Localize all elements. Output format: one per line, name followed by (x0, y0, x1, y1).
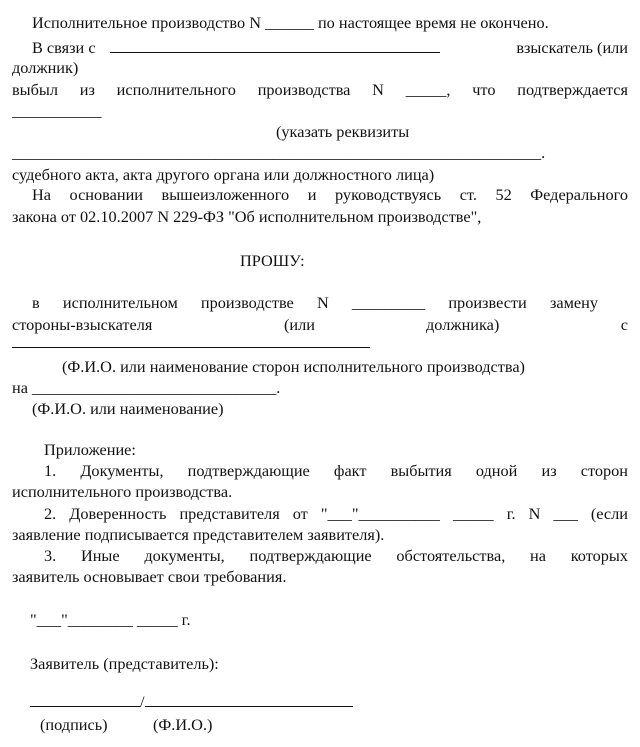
party-blank-line (12, 333, 370, 348)
attachment-2-cont: заявление подписывается представителем заявителя). (12, 525, 385, 544)
attachments-heading: Приложение: (44, 440, 136, 459)
law-reference-line: закона от 02.10.2007 N 229-ФЗ "Об исполнительном производстве", (12, 207, 482, 226)
parties-caption: (Ф.И.О. или наименование сторон исполнительного производства) (62, 357, 525, 376)
name-blank (145, 692, 353, 707)
signature-slash: / (140, 692, 145, 711)
attachment-3-cont: заявитель основывает свои требования. (12, 567, 287, 586)
attachment-1: 1. Документы, подтверждающие факт выбытия одной из сторон (44, 461, 628, 480)
signature-blank (30, 692, 140, 707)
reason-line (32, 38, 628, 58)
basis-line: На основании вышеизложенного и руководствуясь ст. 52 Федерального (32, 185, 628, 204)
date-line: "___"________ _____ г. (30, 610, 191, 629)
reason-prefix: В связи с (32, 38, 96, 57)
attachment-1-cont: исполнительного производства. (12, 482, 233, 501)
party-line (12, 315, 628, 335)
request-line: в исполнительном производстве N _________ произвести замену (32, 293, 598, 312)
details-blank: _________________________________________________________________. (12, 143, 546, 162)
replacement-line: на ______________________________. (12, 378, 281, 397)
party-with: с (620, 315, 628, 334)
applicant-label: Заявитель (представитель): (30, 654, 219, 673)
signature-line (30, 692, 370, 712)
signature-caption: (подпись) (40, 715, 108, 734)
details-hint: (указать реквизиты (276, 122, 410, 141)
name-caption: (Ф.И.О.) (153, 715, 213, 734)
party-or: (или (284, 315, 315, 334)
attachment-2: 2. Доверенность представителя от "___"__________ _____ г. N ___ (если (44, 504, 628, 523)
replacement-caption: (Ф.И.О. или наименование) (32, 399, 224, 418)
case-status-line: Исполнительное производство N ______ по настоящее время не окончено. (32, 13, 549, 32)
reason-suffix: взыскатель (или (516, 38, 628, 57)
party-claimant: стороны-взыскателя (12, 315, 153, 334)
attachment-3: 3. Иные документы, подтверждающие обстоятельства, на которых (44, 546, 628, 565)
reason-blank (110, 38, 440, 53)
withdrawal-line: выбыл из исполнительного производства N _____, что подтверждается (12, 80, 628, 99)
party-debtor: должника) (426, 315, 500, 334)
party-blank (12, 333, 372, 353)
debtor-label: должник) (12, 58, 79, 77)
confirmation-blank: ___________ (12, 101, 102, 120)
request-heading: ПРОШУ: (240, 251, 305, 270)
details-caption: судебного акта, акта другого органа или должностного лица) (12, 165, 435, 184)
